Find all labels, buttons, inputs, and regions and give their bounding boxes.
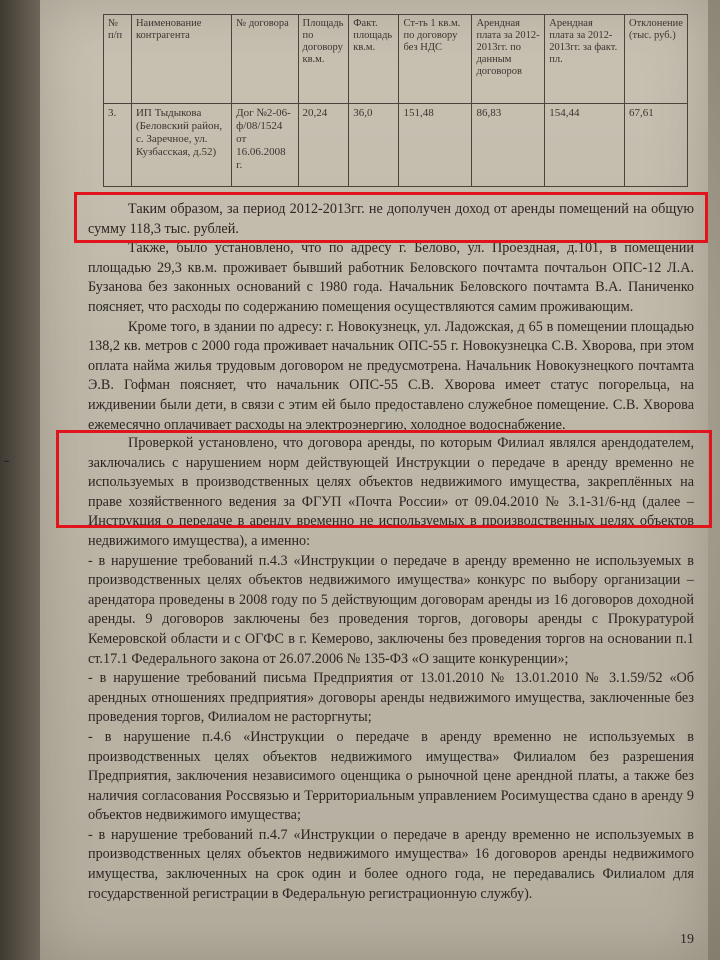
- cell-contract: Дог №2-06-ф/08/1524 от 16.06.2008 г.: [232, 104, 298, 187]
- header-price: Ст-ть 1 кв.м. по договору без НДС: [399, 15, 472, 104]
- bullet-item: - в нарушение требований п.4.3 «Инструкции о передаче в аренду временно не используемых в производственных целях объектов недвижимого имущества» конкурс по выбору организации – арендатора проведены в 2008 году по 5 действующим договорам аренды из 16 договоров доходной аренды. 9 договоров заключены без проведения торгов, договоры аренды с Прокуратурой Кемеровской области и с ОГФС в г. Кемерово, заключены без проведения торгов на основании п.1 ст.17.1 Федерального закона от 26.07.2006 № 135-ФЗ «О защите конкуренции»;: [88, 552, 694, 667]
- cell-rent-contract: 86,83: [472, 104, 545, 187]
- header-area-fact: Факт. площадь кв.м.: [349, 15, 399, 104]
- table-header-row: [104, 15, 688, 104]
- paragraph-belovo: Также, было установлено, что по адресу г. Белово, ул. Проездная, д.101, в помещении площадью 29,3 кв.м. проживает бывший работник Беловского почтамта почтальон ОПС-12 Л.А. Бузанова без законных оснований с 1980 года. Начальник Беловского почтамта В.А. Паниченко поясняет, что расходы по содержанию помещения осуществляются самим проживающим.: [88, 240, 694, 315]
- highlight-box-inspection: [56, 430, 712, 528]
- paragraph-novokuznetsk: Кроме того, в здании по адресу: г. Новокузнецк, ул. Ладожская, д 65 в помещении площадью 138,2 кв. метров с 2000 года проживает начальник ОПС-55 г. Новокузнецка С.В. Хворова, при этом оплата найма жилья трудовым договором не предусмотрена. Начальник Новокузнецкого почтамта Э.В. Гофман поясняет, что начальник ОПС-55 С.В. Хворова имеет статус погорельца, на иждивении были дети, в связи с этим ей было предоставлено служебное помещение. С.В. Хворова ежемесячно оплачивает расходы на электроэнергию, холодное водоснабжение.: [88, 318, 694, 433]
- cell-deviation: 67,61: [625, 104, 688, 187]
- cell-area-fact: 36,0: [349, 104, 399, 187]
- header-rent-contract: Арендная плата за 2012-2013гг. по данным договоров: [472, 15, 545, 104]
- contracts-table: [103, 14, 688, 187]
- bullet-item: - в нарушение п.4.6 «Инструкции о передаче в аренду временно не используемых в производственных целях объектов недвижимого имущества» Филиалом без разрешения Предприятия, заключения независимого оценщика о рыночной цене арендной платы, а также без наличия согласования Россвязью и Территориальным управлением Росимущества сдано в аренду 9 объектов недвижимого имущества;: [88, 728, 694, 824]
- page-left-shadow: [0, 0, 40, 960]
- page-number: 19: [680, 932, 694, 947]
- bullet-item: - в нарушение требований письма Предприятия от 13.01.2010 № 13.01.2010 № 3.1.59/52 «Об арендных отношениях предприятия» договоры аренды недвижимого имущества, заключенные без проведения торгов, Филиалом не расторгнуты;: [88, 670, 694, 726]
- header-deviation: Отклонение (тыс. руб.): [625, 15, 688, 104]
- header-rent-fact: Арендная плата за 2012-2013гг. за факт. пл.: [545, 15, 625, 104]
- header-contractor: Наименование контрагента: [131, 15, 231, 104]
- paragraph-income-shortfall: Таким образом, за период 2012-2013гг. не дополучен доход от аренды помещений на общую сумму 118,3 тыс. рублей.: [88, 201, 694, 237]
- table-row: [104, 104, 688, 187]
- cell-rent-fact: 154,44: [545, 104, 625, 187]
- cell-contractor: ИП Тыдыкова (Беловский район, с. Заречное, ул. Кузбасская, д.52): [131, 104, 231, 187]
- cell-price: 151,48: [399, 104, 472, 187]
- bullet-item: - в нарушение требований п.4.7 «Инструкции о передаче в аренду временно не используемых в производственных целях объектов недвижимого имущества» 16 договоров аренды недвижимого имущества, заключенных на срок один и более одного года, не передавались Филиалом для государственной регистрации в Федеральную регистрационную службу).: [88, 826, 694, 902]
- highlight-box-income: [74, 192, 708, 243]
- header-area-contract: Площадь по договору кв.м.: [298, 15, 349, 104]
- cell-num: 3.: [104, 104, 132, 187]
- paragraph-inspection-findings: Проверкой установлено, что договора аренды, по которым Филиал являлся арендодателем, заключались с нарушением норм действующей Инструкции о передаче в аренду временно не используемых в производственных целях объектов недвижимого имущества, закреплённых на праве хозяйственного ведения за ФГУП «Почта России» от 09.04.2010 № 3.1-31/6-нд (далее – Инструкция о передаче в аренду временно не используемых в производственных целях объектов недвижимого имущества), а именно:: [88, 435, 694, 549]
- cell-area-contract: 20,24: [298, 104, 349, 187]
- header-contract: № договора: [232, 15, 298, 104]
- header-num: № п/п: [104, 15, 132, 104]
- margin-mark: -: [4, 452, 10, 469]
